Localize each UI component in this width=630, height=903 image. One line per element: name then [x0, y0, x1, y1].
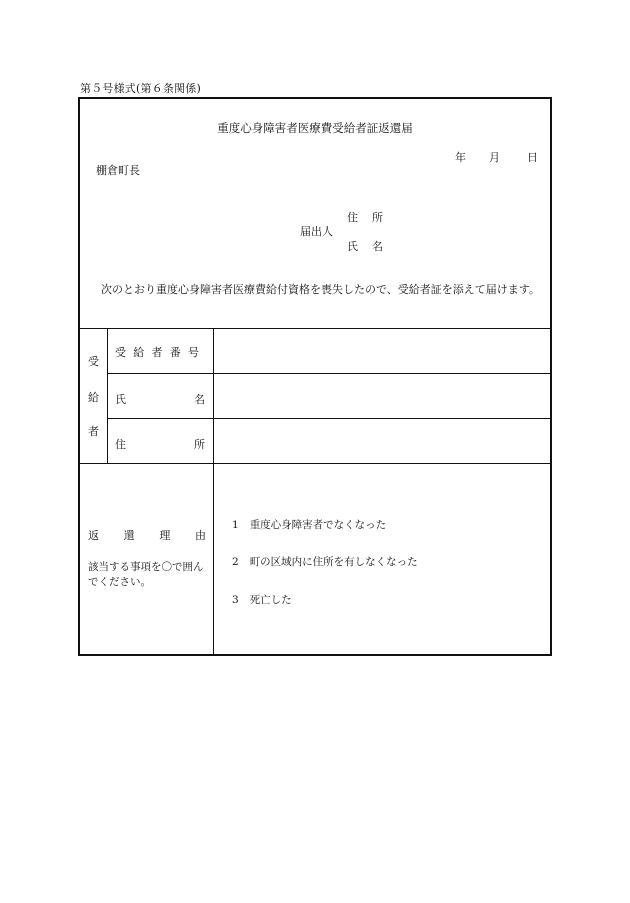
recipient-name-label: 氏 名	[115, 393, 205, 406]
return-reason-label: 返 還 理 由	[88, 529, 206, 542]
date-month-label: 月	[489, 151, 500, 164]
reason-item-1[interactable]: 1 重度心身障害者でなくなった	[232, 519, 387, 531]
form-number: 第５号様式(第６条関係)	[80, 82, 201, 95]
recipient-number-label: 受 給 者 番 号	[115, 346, 199, 359]
addressee: 棚倉町長	[96, 164, 140, 177]
recipient-address-field[interactable]	[220, 419, 548, 462]
applicant-label: 届出人	[300, 225, 333, 238]
recipient-number-field[interactable]	[220, 329, 548, 372]
recipient-group-char-3: 者	[88, 425, 99, 438]
form-frame	[78, 97, 552, 656]
section-divider	[80, 463, 550, 464]
label-column-divider	[213, 328, 214, 656]
applicant-name-label: 氏 名	[347, 240, 383, 253]
date-day-label: 日	[527, 151, 538, 164]
reason-item-3[interactable]: 3 死亡した	[232, 594, 292, 606]
recipient-name-field[interactable]	[220, 374, 548, 417]
recipient-group-char-2: 給	[88, 391, 99, 404]
applicant-address-label: 住 所	[347, 211, 383, 224]
return-reason-instruction: 該当する事項を〇で囲んでください。	[88, 561, 204, 588]
form-title: 重度心身障害者医療費受給者証返還届	[217, 121, 413, 135]
recipient-address-label: 住 所	[115, 438, 205, 451]
reason-item-2[interactable]: 2 町の区域内に住所を有しなくなった	[232, 556, 418, 568]
body-text: 次のとおり重度心身障害者医療費給付資格を喪失したので、受給者証を添えて届けます。	[101, 283, 540, 296]
group-column-divider	[107, 328, 108, 463]
recipient-group-char-1: 受	[88, 355, 99, 368]
date-year-label: 年	[455, 151, 466, 164]
